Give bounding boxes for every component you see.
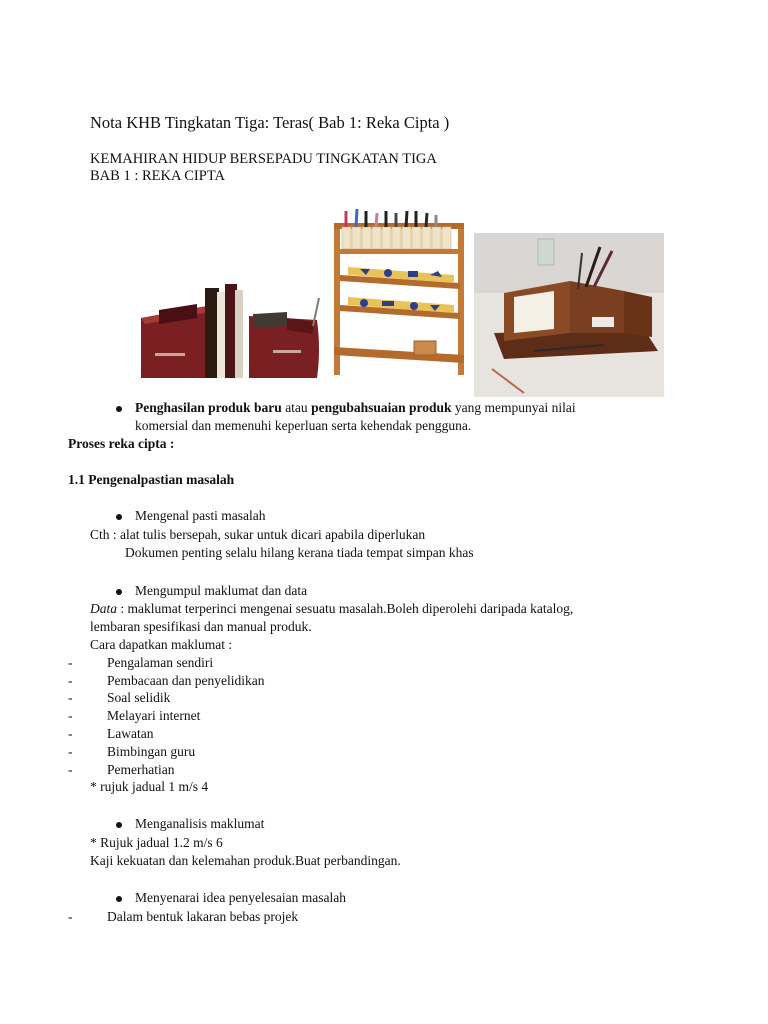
dash-marker: -	[68, 673, 73, 688]
intro-bold-1: Penghasilan produk baru	[135, 400, 282, 415]
bullet-dot	[116, 822, 122, 828]
data-text: : maklumat terperinci mengenai sesuatu masalah.Boleh diperolehi daripada katalog,	[117, 601, 574, 616]
bullet-dot	[116, 514, 122, 520]
bullet-dot	[116, 406, 122, 412]
list-item: Pemerhatian	[107, 762, 175, 777]
data-label: Data	[90, 601, 117, 616]
dash-marker: -	[68, 744, 73, 759]
intro-rest: yang mempunyai nilai	[451, 400, 576, 415]
intro-mid: atau	[281, 400, 312, 415]
dash-marker: -	[68, 909, 73, 924]
bookend-organizer-image	[137, 278, 325, 384]
example-line-2: Dokumen penting selalu hilang kerana tiada tempat simpan khas	[125, 545, 474, 560]
data-definition-line-2: lembaran spesifikasi dan manual produk.	[90, 619, 312, 634]
list-item: Melayari internet	[107, 708, 201, 723]
dash-marker: -	[68, 708, 73, 723]
bullet-mengenal-pasti: Mengenal pasti masalah	[135, 508, 266, 523]
dash-marker: -	[68, 690, 73, 705]
bullet-menganalisis: Menganalisis maklumat	[135, 816, 265, 831]
heading-kemahiran: KEMAHIRAN HIDUP BERSEPADU TINGKATAN TIGA	[90, 151, 437, 167]
list-item: Bimbingan guru	[107, 744, 196, 759]
ref-jadual-1-2: * Rujuk jadual 1.2 m/s 6	[90, 835, 223, 850]
list-item: Soal selidik	[107, 690, 171, 705]
process-heading: Proses reka cipta :	[68, 436, 175, 451]
wooden-shelf-image	[330, 205, 470, 377]
intro-line-1	[135, 400, 576, 416]
dash-marker: -	[68, 655, 73, 670]
bullet-dot	[116, 589, 122, 595]
bullet-menyenarai-idea: Menyenarai idea penyelesaian masalah	[135, 890, 347, 905]
list-item: Pengalaman sendiri	[107, 655, 214, 670]
list-item: Dalam bentuk lakaran bebas projek	[107, 909, 299, 924]
ref-jadual-1: * rujuk jadual 1 m/s 4	[90, 779, 209, 794]
kaji-kekuatan-line: Kaji kekuatan dan kelemahan produk.Buat perbandingan.	[90, 853, 401, 868]
desk-organizer-image	[474, 233, 664, 397]
intro-line-2: komersial dan memenuhi keperluan serta kehendak pengguna.	[135, 418, 472, 433]
bullet-dot	[116, 896, 122, 902]
bullet-mengumpul-maklumat: Mengumpul maklumat dan data	[135, 583, 308, 598]
list-item: Pembacaan dan penyelidikan	[107, 673, 265, 688]
intro-bold-2: pengubahsuaian produk	[311, 400, 452, 415]
cara-dapatkan-label: Cara dapatkan maklumat :	[90, 637, 233, 652]
document-title: Nota KHB Tingkatan Tiga: Teras( Bab 1: Reka Cipta )	[90, 113, 450, 132]
dash-marker: -	[68, 726, 73, 741]
example-line-1: Cth : alat tulis bersepah, sukar untuk dicari apabila diperlukan	[90, 527, 426, 542]
section-1-1-heading: 1.1 Pengenalpastian masalah	[68, 472, 235, 487]
list-item: Lawatan	[107, 726, 154, 741]
heading-bab: BAB 1 : REKA CIPTA	[90, 168, 225, 184]
data-definition-line	[90, 601, 573, 617]
dash-marker: -	[68, 762, 73, 777]
